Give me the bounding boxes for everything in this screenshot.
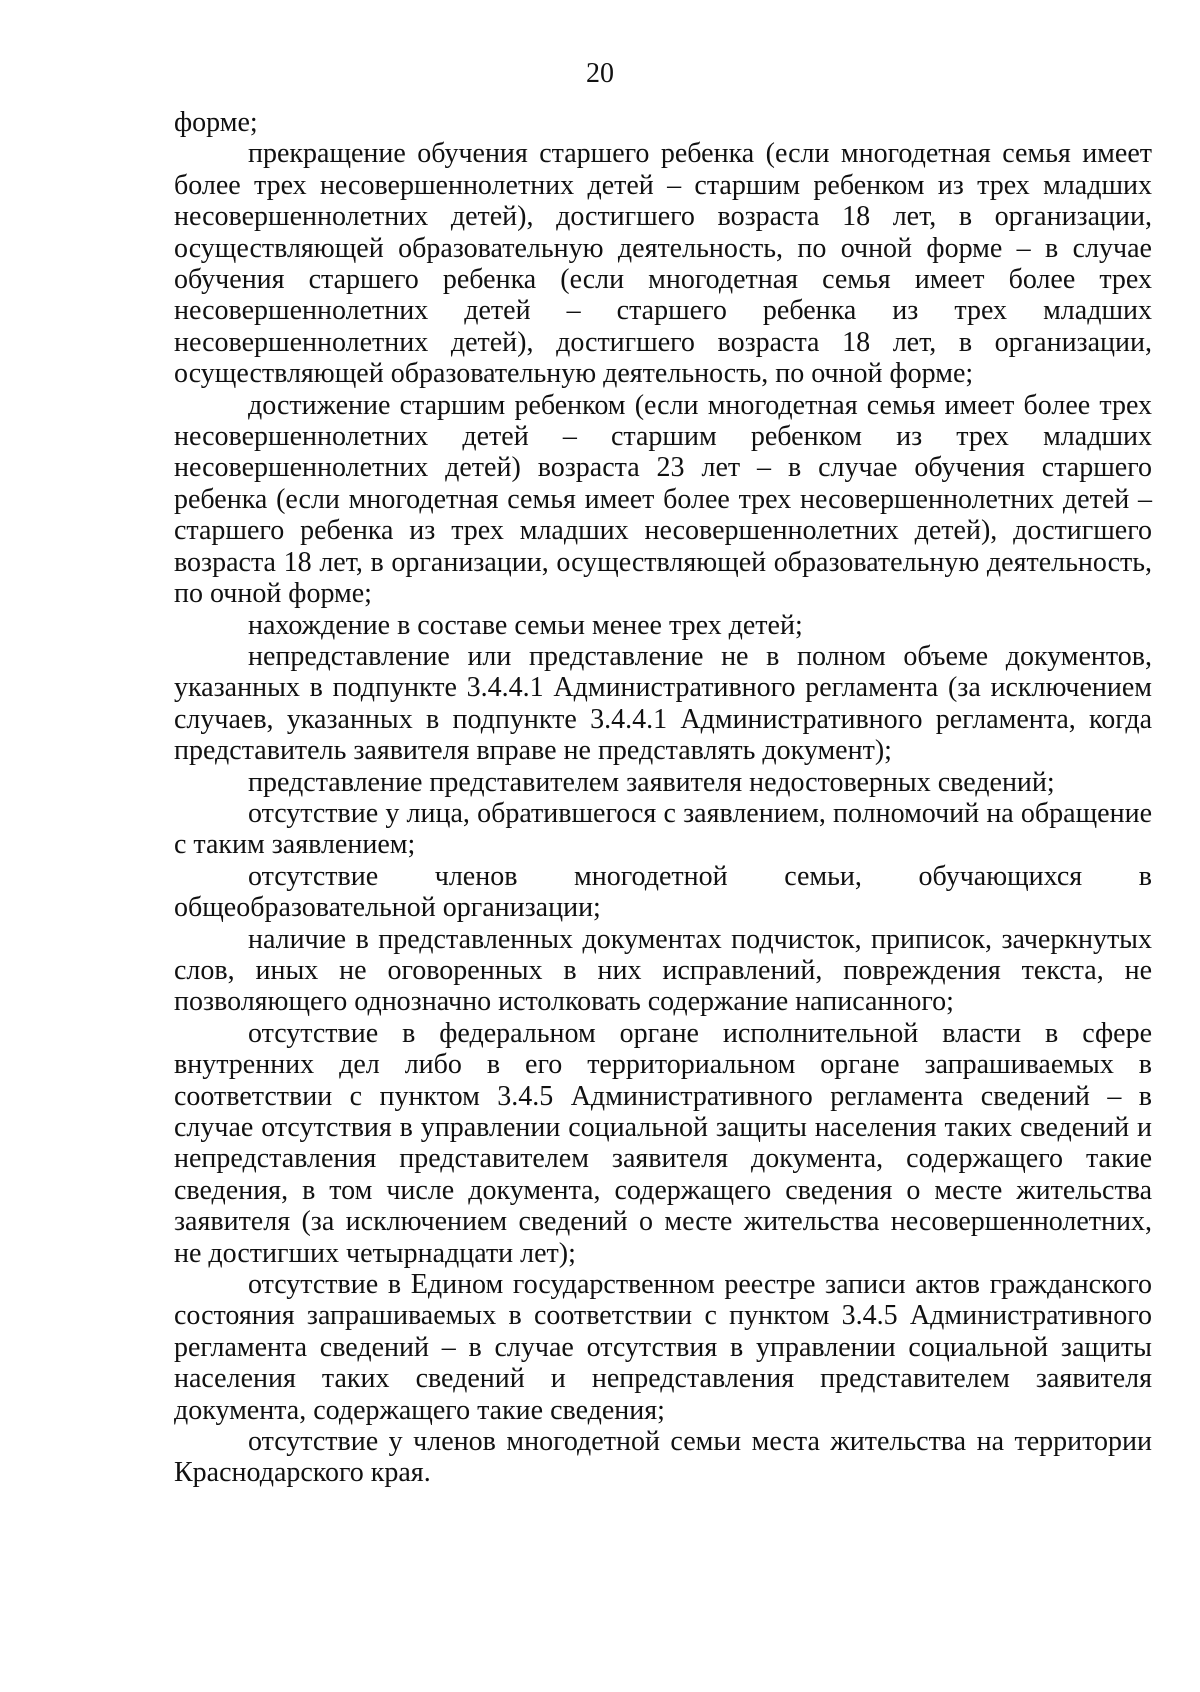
- paragraph-false-information: представление представителем заявителя недостоверных сведений;: [248, 766, 1055, 798]
- paragraph-incomplete-documents: непредставление или представление не в полном объеме документов, указанных в подпункте 3.4.4.1 Административного регламента (за исключением случаев, указанных в подпункте 3.4.4.1 Административного регламента, когда представитель заявителя вправе не представлять документ);: [174, 640, 1152, 767]
- page-number: 20: [586, 58, 614, 89]
- paragraph-no-authority: отсутствие у лица, обратившегося с заявлением, полномочий на обращение с таким заявлением;: [174, 797, 1152, 861]
- paragraph-fewer-than-three-children: нахождение в составе семьи менее трех детей;: [248, 609, 803, 641]
- paragraph-no-registry-data: отсутствие в Едином государственном реестре записи актов гражданского состояния запрашиваемых в соответствии с пунктом 3.4.5 Административного регламента сведений – в случае отсутствия в управлении социальной защиты населения таких сведений и непредставления представителем заявителя документа, содержащего такие сведения;: [174, 1269, 1152, 1426]
- paragraph-no-interior-data: отсутствие в федеральном органе исполнительной власти в сфере внутренних дел либо в его территориальном органе запрашиваемых в соответствии с пунктом 3.4.5 Административного регламента сведений – в случае отсутствия в управлении социальной защиты населения таких сведений и непредставления представителем заявителя документа, содержащего такие сведения, в том числе документа, содержащего сведения о месте жительства заявителя (за исключением сведений о месте жительства несовершеннолетних, не достигших четырнадцати лет);: [174, 1017, 1152, 1269]
- paragraph-continuation: форме;: [174, 107, 258, 138]
- paragraph-no-residence: отсутствие у членов многодетной семьи места жительства на территории Краснодарского края.: [174, 1426, 1152, 1489]
- paragraph-no-students: отсутствие членов многодетной семьи, обучающихся в общеобразовательной организации;: [174, 860, 1152, 924]
- paragraph-document-defects: наличие в представленных документах подчисток, приписок, зачеркнутых слов, иных не оговоренных в них исправлений, повреждения текста, не позволяющего однозначно истолковать содержание написанного;: [174, 923, 1152, 1018]
- document-body: [174, 107, 1152, 1489]
- paragraph-termination-of-study: прекращение обучения старшего ребенка (если многодетная семья имеет более трех несовершеннолетних детей – старшим ребенком из трех младших несовершеннолетних детей), достигшего возраста 18 лет, в организации, осуществляющей образовательную деятельность, по очной форме – в случае обучения старшего ребенка (если многодетная семья имеет более трех несовершеннолетних детей – старшего ребенка из трех младших несовершеннолетних детей), достигшего возраста 18 лет, в организации, осуществляющей образовательную деятельность, по очной форме;: [174, 138, 1152, 390]
- paragraph-age-23: достижение старшим ребенком (если многодетная семья имеет более трех несовершеннолетних детей – старшим ребенком из трех младших несовершеннолетних детей) возраста 23 лет – в случае обучения старшего ребенка (если многодетная семья имеет более трех несовершеннолетних детей – старшего ребенка из трех младших несовершеннолетних детей), достигшего возраста 18 лет, в организации, осуществляющей образовательную деятельность, по очной форме;: [174, 389, 1152, 610]
